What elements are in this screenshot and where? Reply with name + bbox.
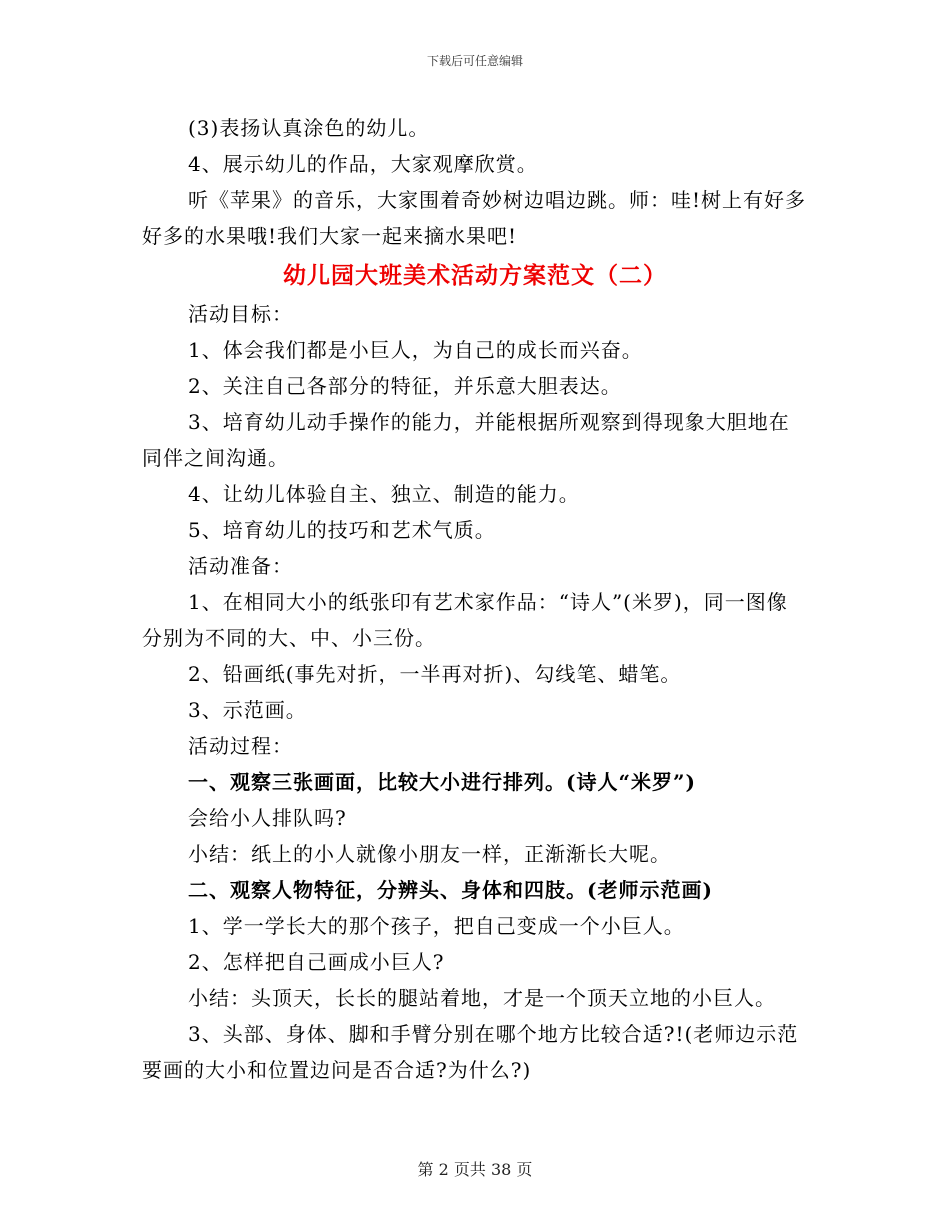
process-step-heading: 一、观察三张画面，比较大小进行排列。(诗人“米罗”): [188, 770, 696, 794]
goal-item: 4、让幼儿体验自主、独立、制造的能力。: [188, 482, 580, 506]
process-step-heading: 二、观察人物特征，分辨头、身体和四肢。(老师示范画): [188, 878, 713, 902]
prep-item: 3、示范画。: [188, 698, 307, 722]
process-text: 2、怎样把自己画成小巨人?: [188, 950, 445, 974]
paragraph-show-works: 4、展示幼儿的作品，大家观摩欣赏。: [188, 152, 538, 176]
goal-item: 2、关注自己各部分的特征，并乐意大胆表达。: [188, 374, 622, 398]
page-footer: 第 2 页共 38 页: [417, 1160, 533, 1179]
goal-item: 5、培育幼儿的技巧和艺术气质。: [188, 518, 496, 542]
paragraph-praise: (3)表扬认真涂色的幼儿。: [188, 116, 430, 140]
prep-item: 1、在相同大小的纸张印有艺术家作品：“诗人”(米罗)，同一图像分别为不同的大、中、小三份。: [142, 590, 788, 650]
heading-activity-goals: 活动目标：: [188, 302, 293, 326]
process-summary: 小结：头顶天，长长的腿站着地，才是一个顶天立地的小巨人。: [188, 986, 776, 1010]
process-text: 3、头部、身体、脚和手臂分别在哪个地方比较合适?!(老师边示范要画的大小和位置边问是否合适?为什么?): [142, 1022, 799, 1082]
paragraph-apple-song: 听《苹果》的音乐，大家围着奇妙树边唱边跳。师：哇!树上有好多好多的水果哦!我们大家一起来摘水果吧!: [142, 188, 807, 248]
prep-item: 2、铅画纸(事先对折，一半再对折)、勾线笔、蜡笔。: [188, 662, 682, 686]
heading-activity-prep: 活动准备：: [188, 554, 293, 578]
process-text: 1、学一学长大的那个孩子，把自己变成一个小巨人。: [188, 914, 685, 938]
heading-activity-process: 活动过程：: [188, 734, 293, 758]
section-title: 幼儿园大班美术活动方案范文（二）: [283, 262, 667, 289]
goal-item: 1、体会我们都是小巨人，为自己的成长而兴奋。: [188, 338, 643, 362]
process-text: 会给小人排队吗?: [188, 806, 347, 830]
goal-item: 3、培育幼儿动手操作的能力，并能根据所观察到得现象大胆地在同伴之间沟通。: [142, 410, 790, 470]
document-body: [142, 110, 808, 1088]
process-summary: 小结：纸上的小人就像小朋友一样，正渐渐长大呢。: [188, 842, 671, 866]
page-header: 下载后可任意编辑: [426, 54, 523, 68]
